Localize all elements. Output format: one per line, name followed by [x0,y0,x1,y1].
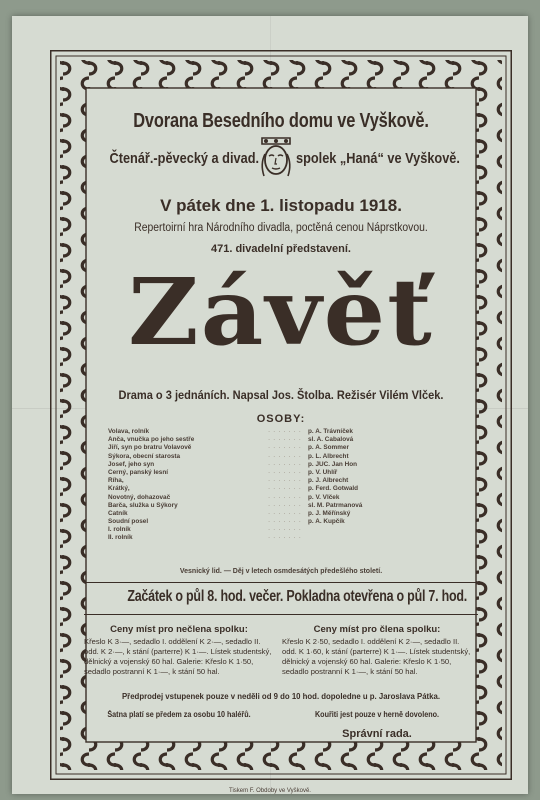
cast-actor: p. Ferd. Gotwald [308,485,359,493]
presale-note: Předprodej vstupenek pouze v neděli od 9 do 10 hod. dopoledne u p. Jaroslava Pátka. [121,692,440,701]
performance-number: 471. divadelní představení. [210,243,351,255]
cast-row [108,436,458,444]
cast-role: Říha, [108,477,124,485]
printer-credit: Tiskem F. Obdoby ve Vyškově. [229,788,311,794]
cast-leader-dots: ······· [268,436,304,444]
cast-actor: p. JUC. Jan Hon [308,460,358,468]
cast-leader-dots: ······· [268,468,304,476]
cast-row [108,444,458,452]
cast-actor: sl. A. Čabalová [308,436,354,444]
cast-role: Anča, vnučka po jeho sestře [108,436,195,444]
cast-leader-dots: ······· [268,428,304,435]
drama-description: Drama o 3 jednáních. Napsal Jos. Štolba. Režisér Vilém Vlček. [118,388,444,402]
smoking-note: Kouřiti jest pouze v herně dovoleno. [314,710,440,719]
poster-sheet [12,16,528,794]
cast-leader-dots: ······· [268,526,304,534]
cast-leader-dots: ······· [268,534,304,542]
cast-actor: sl. M. Patrmanová [308,501,363,509]
cast-actor: p. A. Kupčík [308,518,345,526]
cast-leader-dots: ······· [268,444,304,452]
cast-leader-dots: ······· [268,509,304,517]
performance-date: V pátek dne 1. listopadu 1918. [160,196,402,215]
cast-row [108,526,458,534]
cast-role: Soudní posel [108,518,149,526]
setting-note: Vesnický lid. — Děj v letech osmdesátých předešlého století. [179,568,383,575]
society-name-right: spolek „Haná“ ve Vyškově. [296,150,460,167]
cast-leader-dots: ······· [268,485,304,493]
cast-actor [308,526,458,534]
cast-role: Volava, rolník [108,428,150,435]
cast-leader-dots: ······· [268,477,304,485]
cast-leader-dots: ······· [268,518,304,526]
cast-row [108,510,458,518]
cast-row [108,453,458,461]
society-name-left: Čtenář.-pěvecký a divad. [109,150,260,167]
cast-actor: p. L. Albrecht [308,452,349,460]
cast-role: Sýkora, obecní starosta [108,452,181,460]
cast-row [108,494,458,502]
cast-role: Josef, jeho syn [108,460,155,468]
cast-row [108,428,458,436]
prices-non-members [84,625,274,677]
cast-role: Černý, panský lesní [108,468,169,476]
cast-row [108,461,458,469]
cast-actor: p. V. Vlček [308,493,340,501]
divider-bottom [84,614,478,615]
divider-top [84,582,478,583]
prices-members-heading: Ceny míst pro člena spolku: [313,624,441,635]
cast-role: Novotný, dohazovač [108,493,171,501]
prices-members [282,625,472,677]
cast-role: Jiří, syn po bratru Volavově [108,444,192,452]
cast-row [108,518,458,526]
cast-role: I. rolník [108,526,131,534]
prices-non-members-text: Křeslo K 3·—, sedadlo I. oddělení K 2·—, sedadlo II. odd. K 2·—, k stání (parterre) K 1·—. Lístek studentský, dělnický a vojenský 60 hal. Galerie: Křeslo K 1·50, sedadlo postranní K 1·—, k stání 50 hal. [84,637,272,676]
cast-actor [308,534,458,542]
cast-role: Barča, služka u Sýkory [108,501,178,509]
cast-actor: p. V. Uhlíř [308,468,338,476]
prices-non-members-heading: Ceny míst pro nečlena spolku: [110,624,248,635]
cast-leader-dots: ······· [268,501,304,509]
cast-leader-dots: ······· [268,452,304,460]
cast-leader-dots: ······· [268,460,304,468]
cast-role: Čatník [108,509,128,517]
start-time-line: Začátek o půl 8. hod. večer. Pokladna otevřena o půl 7. hod. [127,588,468,605]
cast-row [108,477,458,485]
cast-actor: p. A. Trávníček [308,428,353,435]
cast-row [108,502,458,510]
cast-row [108,534,458,542]
cast-actor: p. A. Sommer [308,444,349,452]
cast-actor: p. J. Albrecht [308,477,349,485]
venue-heading: Dvorana Besedního domu ve Vyškově. [133,110,429,132]
repertoire-note: Repertoirní hra Národního divadla, poctěná cenou Náprstkovou. [134,222,428,234]
cast-role: Krátký, [108,485,130,493]
play-title: Závěť [128,258,434,366]
cast-list [108,428,458,543]
cast-row [108,485,458,493]
mask-emblem-icon [256,134,296,180]
cloakroom-note: Šatna platí se předem za osobu 10 haléřů. [107,710,251,719]
poster-content [84,88,478,774]
management-signature: Správní rada. [342,728,412,740]
prices-members-text: Křeslo K 2·50, sedadlo I. oddělení K 2·—, sedadlo II. odd. K 1·60, k stání (parterre) K 1·—. Lístek studentský, dělnický a vojenský 60 hal. Galerie: Křeslo K 1·50, sedadlo postranní K 1·—, k stání 50 hal. [282,637,471,676]
cast-heading: OSOBY: [256,413,306,425]
cast-role: II. rolník [108,534,133,542]
cast-row [108,469,458,477]
cast-leader-dots: ······· [268,493,304,501]
cast-actor: p. J. Měřínský [308,509,351,517]
